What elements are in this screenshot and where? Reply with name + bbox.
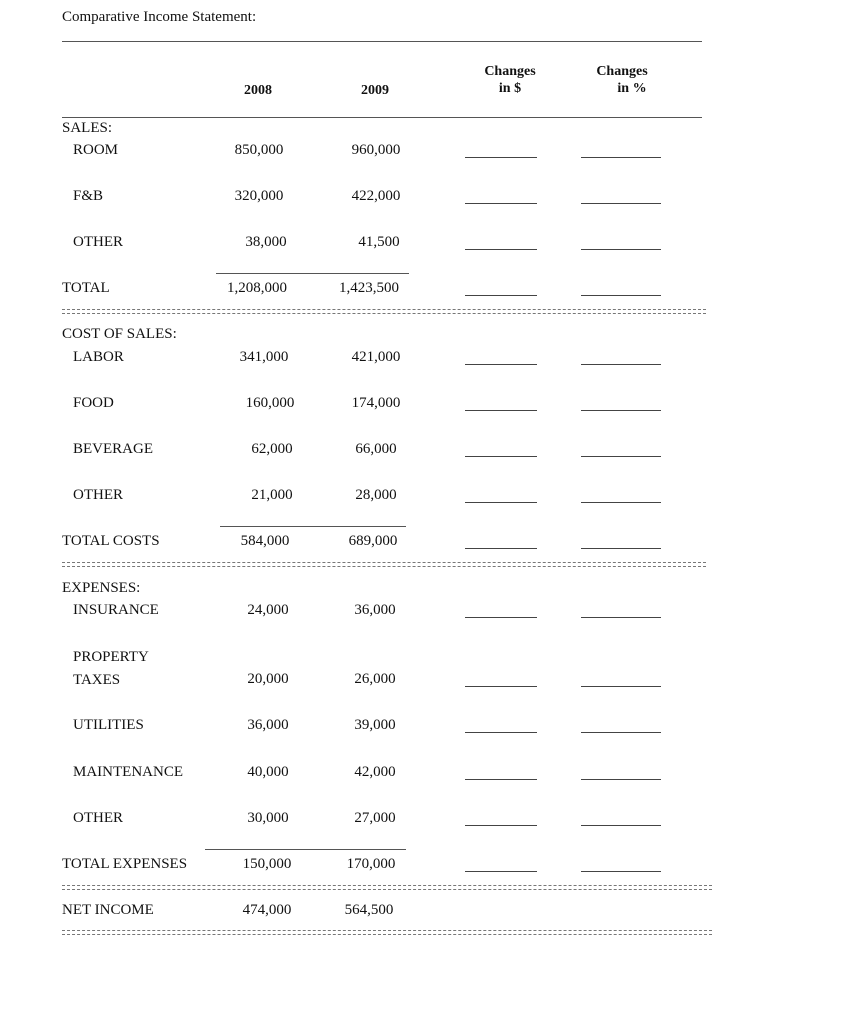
row-label: FOOD — [73, 395, 114, 411]
changes-dollar-blank[interactable] — [465, 203, 537, 204]
value-2009: 960,000 — [351, 142, 401, 158]
changes-percent-blank[interactable] — [581, 686, 661, 687]
header-changes-dollar: Changes in $ — [484, 64, 536, 96]
row-label: OTHER — [73, 487, 123, 503]
changes-percent-blank[interactable] — [581, 548, 661, 549]
changes-dollar-blank[interactable] — [465, 456, 537, 457]
changes-dollar-blank[interactable] — [465, 364, 537, 365]
value-2008: 21,000 — [251, 487, 293, 503]
value-2008: 38,000 — [245, 234, 287, 250]
changes-dollar-blank[interactable] — [465, 410, 537, 411]
value-2009: 1,423,500 — [339, 280, 399, 296]
value-2009: 42,000 — [354, 764, 396, 780]
value-2009: 27,000 — [354, 810, 396, 826]
changes-dollar-blank[interactable] — [465, 157, 537, 158]
header-rule — [62, 117, 702, 118]
changes-percent-blank[interactable] — [581, 779, 661, 780]
changes-percent-blank[interactable] — [581, 295, 661, 296]
changes-dollar-blank[interactable] — [465, 249, 537, 250]
value-2008: 1,208,000 — [227, 280, 287, 296]
value-2008: 36,000 — [247, 717, 289, 733]
value-2009: 36,000 — [354, 602, 396, 618]
row-label: TOTAL — [62, 280, 110, 296]
statement-title: Comparative Income Statement: — [62, 9, 257, 25]
changes-dollar-blank[interactable] — [465, 295, 537, 296]
changes-percent-blank[interactable] — [581, 456, 661, 457]
value-2009: 41,500 — [358, 234, 400, 250]
value-2009: 26,000 — [354, 671, 396, 687]
changes-dollar-blank[interactable] — [465, 548, 537, 549]
title-rule — [62, 41, 702, 42]
value-2008: 584,000 — [240, 533, 290, 549]
changes-percent-blank[interactable] — [581, 157, 661, 158]
value-2008: 150,000 — [242, 856, 292, 872]
double-rule — [62, 309, 706, 314]
header-2009: 2009 — [361, 83, 389, 98]
value-2009: 170,000 — [346, 856, 396, 872]
changes-percent-blank[interactable] — [581, 249, 661, 250]
changes-percent-blank[interactable] — [581, 203, 661, 204]
changes-dollar-blank[interactable] — [465, 686, 537, 687]
value-2008: 320,000 — [234, 188, 284, 204]
value-2008: 474,000 — [242, 902, 292, 918]
value-2009: 174,000 — [351, 395, 401, 411]
row-label: MAINTENANCE — [73, 764, 183, 780]
value-2008: 40,000 — [247, 764, 289, 780]
value-2008: 24,000 — [247, 602, 289, 618]
row-label: INSURANCE — [73, 602, 159, 618]
subtotal-rule — [220, 526, 406, 527]
value-2009: 66,000 — [355, 441, 397, 457]
row-label: LABOR — [73, 349, 124, 365]
row-label: OTHER — [73, 234, 123, 250]
value-2009: 689,000 — [348, 533, 398, 549]
value-2008: 62,000 — [251, 441, 293, 457]
row-label: NET INCOME — [62, 902, 154, 918]
changes-percent-blank[interactable] — [581, 732, 661, 733]
double-rule — [62, 930, 712, 935]
value-2009: 422,000 — [351, 188, 401, 204]
changes-percent-blank[interactable] — [581, 364, 661, 365]
row-label: TOTAL EXPENSES — [62, 856, 188, 872]
header-2008: 2008 — [244, 83, 272, 98]
double-rule — [62, 885, 712, 890]
value-2008: 341,000 — [239, 349, 289, 365]
row-label: TOTAL COSTS — [62, 533, 160, 549]
subtotal-rule — [216, 273, 409, 274]
value-2009: 28,000 — [355, 487, 397, 503]
changes-dollar-blank[interactable] — [465, 617, 537, 618]
value-2008: 160,000 — [245, 395, 295, 411]
changes-percent-blank[interactable] — [581, 825, 661, 826]
value-2009: 564,500 — [344, 902, 394, 918]
value-2008: 30,000 — [247, 810, 289, 826]
row-label: ROOM — [73, 142, 119, 158]
value-2009: 39,000 — [354, 717, 396, 733]
value-2009: 421,000 — [351, 349, 401, 365]
changes-dollar-blank[interactable] — [465, 871, 537, 872]
row-label: OTHER — [73, 810, 123, 826]
changes-dollar-blank[interactable] — [465, 732, 537, 733]
changes-dollar-blank[interactable] — [465, 502, 537, 503]
changes-percent-blank[interactable] — [581, 410, 661, 411]
row-label: PROPERTY TAXES — [73, 649, 149, 688]
row-label: BEVERAGE — [73, 441, 153, 457]
changes-dollar-blank[interactable] — [465, 825, 537, 826]
changes-dollar-blank[interactable] — [465, 779, 537, 780]
row-label: UTILITIES — [73, 717, 144, 733]
header-changes-percent: Changes in % — [596, 64, 648, 96]
double-rule — [62, 562, 706, 567]
changes-percent-blank[interactable] — [581, 871, 661, 872]
section-cost-of-sales: COST OF SALES: — [62, 326, 177, 342]
value-2008: 850,000 — [234, 142, 284, 158]
row-label: F&B — [73, 188, 104, 204]
subtotal-rule — [205, 849, 406, 850]
changes-percent-blank[interactable] — [581, 502, 661, 503]
value-2008: 20,000 — [247, 671, 289, 687]
section-expenses: EXPENSES: — [62, 580, 141, 596]
changes-percent-blank[interactable] — [581, 617, 661, 618]
section-sales: SALES: — [62, 120, 113, 136]
